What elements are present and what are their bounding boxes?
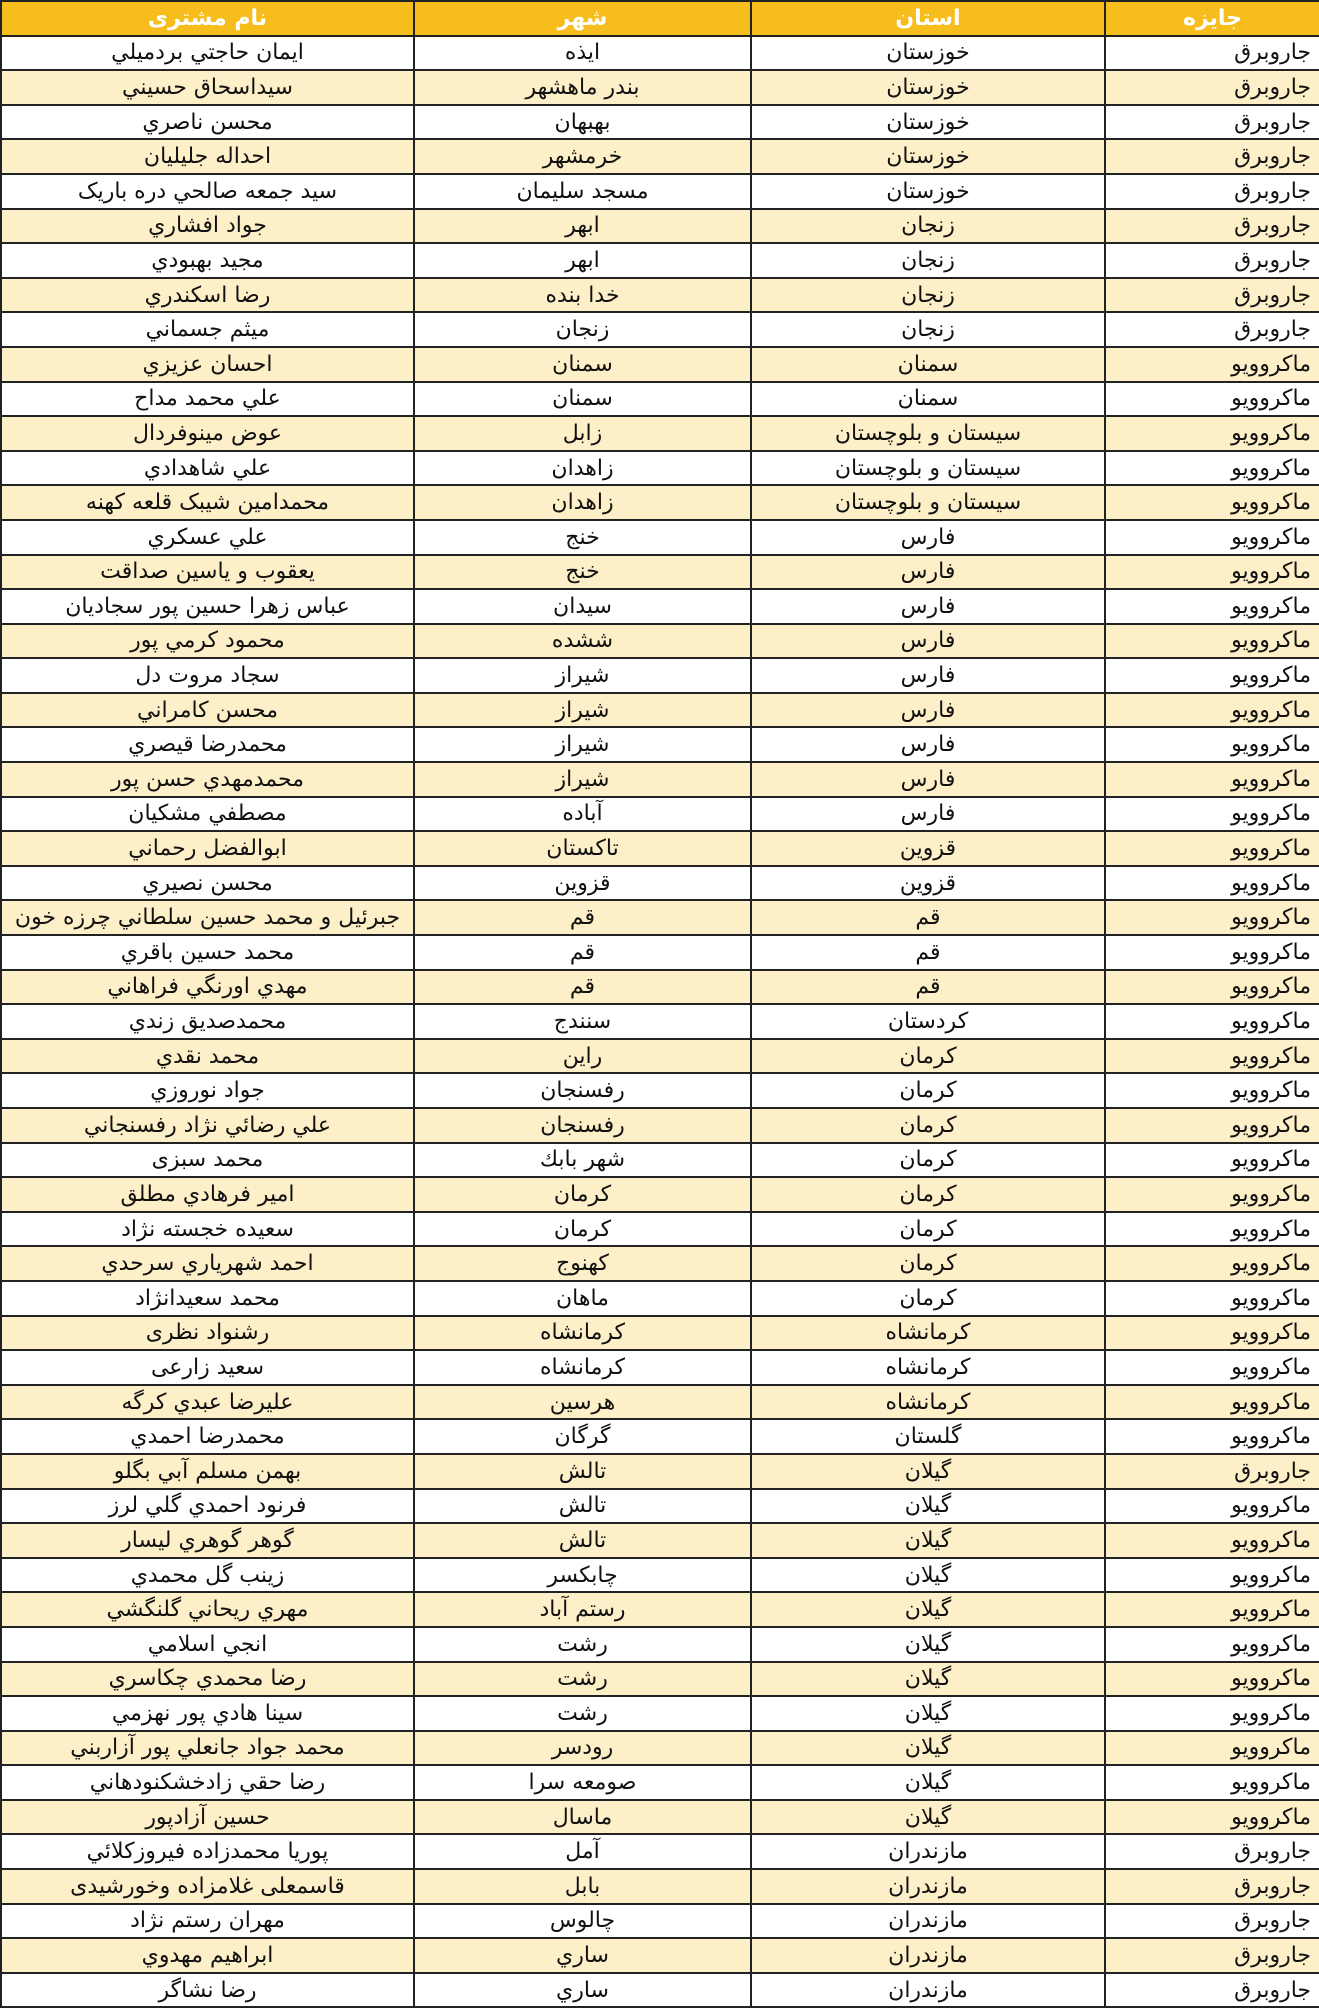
cell-city: شيراز [414, 658, 751, 693]
cell-customer: علي عسكري [1, 520, 414, 555]
cell-customer: امير فرهادي مطلق [1, 1177, 414, 1212]
cell-city: بابل [414, 1869, 751, 1904]
cell-prize: ماکروویو [1105, 1419, 1319, 1454]
cell-customer: محسن ناصري [1, 105, 414, 140]
cell-city: خنج [414, 555, 751, 590]
cell-customer: جواد افشاري [1, 209, 414, 244]
cell-province: كرمانشاه [751, 1385, 1105, 1420]
cell-city: زابل [414, 416, 751, 451]
cell-city: زاهدان [414, 451, 751, 486]
cell-city: آمل [414, 1834, 751, 1869]
cell-province: كرمان [751, 1281, 1105, 1316]
cell-prize: ماکروویو [1105, 831, 1319, 866]
table-row [1, 1350, 1319, 1385]
cell-customer: مهدي اورنگي فراهاني [1, 970, 414, 1005]
cell-city: كرمانشاه [414, 1316, 751, 1351]
table-row [1, 1385, 1319, 1420]
cell-city: خدا بنده [414, 278, 751, 313]
cell-customer: ابوالفضل رحماني [1, 831, 414, 866]
cell-city: شيراز [414, 693, 751, 728]
cell-prize: جاروبرق [1105, 174, 1319, 209]
cell-customer: يعقوب و ياسين صداقت [1, 555, 414, 590]
table-row [1, 139, 1319, 174]
cell-customer: سعيد زارعی [1, 1350, 414, 1385]
cell-province: قزوين [751, 866, 1105, 901]
cell-prize: ماکروویو [1105, 970, 1319, 1005]
cell-province: خوزستان [751, 105, 1105, 140]
cell-customer: رضا نشاگر [1, 1973, 414, 2008]
cell-prize: ماکروویو [1105, 1073, 1319, 1108]
cell-city: كهنوج [414, 1246, 751, 1281]
table-row [1, 831, 1319, 866]
table-row [1, 693, 1319, 728]
cell-prize: ماکروویو [1105, 1558, 1319, 1593]
cell-province: مازندران [751, 1938, 1105, 1973]
cell-prize: ماکروویو [1105, 658, 1319, 693]
table-row [1, 243, 1319, 278]
cell-province: سمنان [751, 347, 1105, 382]
cell-prize: ماکروویو [1105, 485, 1319, 520]
cell-province: مازندران [751, 1904, 1105, 1939]
cell-prize: جاروبرق [1105, 139, 1319, 174]
cell-prize: ماکروویو [1105, 347, 1319, 382]
table-row [1, 900, 1319, 935]
cell-province: كرمان [751, 1246, 1105, 1281]
table-row [1, 1869, 1319, 1904]
cell-customer: احداله جليليان [1, 139, 414, 174]
cell-prize: ماکروویو [1105, 762, 1319, 797]
cell-city: رستم آباد [414, 1592, 751, 1627]
cell-province: فارس [751, 520, 1105, 555]
cell-province: كردستان [751, 1004, 1105, 1039]
cell-customer: جبرئيل و محمد حسين سلطاني چرزه خون [1, 900, 414, 935]
table-row [1, 555, 1319, 590]
cell-prize: ماکروویو [1105, 1143, 1319, 1178]
cell-province: گيلان [751, 1523, 1105, 1558]
cell-city: گرگان [414, 1419, 751, 1454]
cell-prize: ماکروویو [1105, 555, 1319, 590]
cell-prize: ماکروویو [1105, 1108, 1319, 1143]
cell-customer: بهمن مسلم آبي بگلو [1, 1454, 414, 1489]
cell-prize: ماکروویو [1105, 935, 1319, 970]
cell-city: هرسين [414, 1385, 751, 1420]
cell-province: كرمان [751, 1039, 1105, 1074]
table-row [1, 1419, 1319, 1454]
table-row [1, 312, 1319, 347]
table-row [1, 1281, 1319, 1316]
cell-province: قم [751, 935, 1105, 970]
cell-customer: رضا اسكندري [1, 278, 414, 313]
cell-province: قم [751, 970, 1105, 1005]
table-row [1, 1834, 1319, 1869]
table-row [1, 1523, 1319, 1558]
cell-province: گيلان [751, 1800, 1105, 1835]
cell-province: فارس [751, 555, 1105, 590]
table-row [1, 1662, 1319, 1697]
cell-province: زنجان [751, 209, 1105, 244]
cell-city: زاهدان [414, 485, 751, 520]
cell-customer: ايمان حاجتي بردميلي [1, 36, 414, 71]
cell-province: كرمانشاه [751, 1316, 1105, 1351]
cell-customer: گوهر گوهري ليسار [1, 1523, 414, 1558]
cell-province: سيستان و بلوچستان [751, 485, 1105, 520]
cell-city: تالش [414, 1489, 751, 1524]
table-body [1, 36, 1319, 2008]
cell-province: گيلان [751, 1627, 1105, 1662]
cell-prize: جاروبرق [1105, 1869, 1319, 1904]
cell-province: سيستان و بلوچستان [751, 451, 1105, 486]
table-row [1, 1212, 1319, 1247]
cell-customer: مهري ريحاني گلنگشي [1, 1592, 414, 1627]
cell-city: ماهان [414, 1281, 751, 1316]
table-row [1, 1765, 1319, 1800]
cell-customer: محمدرضا قيصري [1, 727, 414, 762]
cell-prize: جاروبرق [1105, 70, 1319, 105]
table-row [1, 347, 1319, 382]
cell-city: كرمان [414, 1177, 751, 1212]
cell-prize: ماکروویو [1105, 1696, 1319, 1731]
table-row [1, 1558, 1319, 1593]
header-row [1, 1, 1319, 36]
table-row [1, 762, 1319, 797]
cell-province: كرمان [751, 1073, 1105, 1108]
cell-prize: ماکروویو [1105, 1523, 1319, 1558]
cell-prize: ماکروویو [1105, 1662, 1319, 1697]
cell-city: قم [414, 970, 751, 1005]
cell-prize: ماکروویو [1105, 1004, 1319, 1039]
cell-city: تالش [414, 1454, 751, 1489]
cell-customer: محمد سعيدانژاد [1, 1281, 414, 1316]
cell-city: كرمانشاه [414, 1350, 751, 1385]
cell-customer: رشنواد نظری [1, 1316, 414, 1351]
cell-prize: ماکروویو [1105, 1281, 1319, 1316]
table-row [1, 1316, 1319, 1351]
cell-province: گيلان [751, 1489, 1105, 1524]
cell-city: رودسر [414, 1731, 751, 1766]
cell-customer: ميثم جسماني [1, 312, 414, 347]
cell-city: سيدان [414, 589, 751, 624]
cell-prize: جاروبرق [1105, 209, 1319, 244]
cell-city: ابهر [414, 243, 751, 278]
table-row [1, 970, 1319, 1005]
cell-customer: پوريا محمدزاده فيروزکلائي [1, 1834, 414, 1869]
cell-city: چالوس [414, 1904, 751, 1939]
cell-province: گلستان [751, 1419, 1105, 1454]
cell-city: شهر بابك [414, 1143, 751, 1178]
cell-province: فارس [751, 624, 1105, 659]
cell-city: ايذه [414, 36, 751, 71]
cell-city: شيراز [414, 727, 751, 762]
cell-customer: قاسمعلی غلامزاده وخورشیدی [1, 1869, 414, 1904]
cell-prize: جاروبرق [1105, 1454, 1319, 1489]
cell-prize: جاروبرق [1105, 1938, 1319, 1973]
cell-customer: مجيد بهبودي [1, 243, 414, 278]
table-row [1, 1973, 1319, 2008]
cell-city: قم [414, 900, 751, 935]
table-row [1, 1938, 1319, 1973]
cell-prize: ماکروویو [1105, 1765, 1319, 1800]
cell-province: كرمان [751, 1108, 1105, 1143]
cell-customer: احسان عزيزي [1, 347, 414, 382]
table-row [1, 658, 1319, 693]
cell-province: خوزستان [751, 139, 1105, 174]
cell-city: چابكسر [414, 1558, 751, 1593]
cell-prize: جاروبرق [1105, 105, 1319, 140]
cell-prize: جاروبرق [1105, 278, 1319, 313]
cell-province: قم [751, 900, 1105, 935]
cell-prize: ماکروویو [1105, 1212, 1319, 1247]
cell-customer: محمد جواد جانعلي پور آزاربني [1, 1731, 414, 1766]
cell-province: گيلان [751, 1662, 1105, 1697]
cell-province: قزوين [751, 831, 1105, 866]
cell-customer: زينب گل محمدي [1, 1558, 414, 1593]
cell-customer: سيداسحاق حسيني [1, 70, 414, 105]
cell-city: سمنان [414, 347, 751, 382]
cell-customer: محمد نقدي [1, 1039, 414, 1074]
table-row [1, 935, 1319, 970]
table-row [1, 485, 1319, 520]
cell-customer: علي شاهدادي [1, 451, 414, 486]
cell-customer: مصطفي مشكيان [1, 797, 414, 832]
cell-prize: ماکروویو [1105, 797, 1319, 832]
cell-customer: جواد نوروزي [1, 1073, 414, 1108]
cell-prize: ماکروویو [1105, 1246, 1319, 1281]
table-row [1, 1108, 1319, 1143]
cell-customer: حسين آزادپور [1, 1800, 414, 1835]
cell-prize: ماکروویو [1105, 866, 1319, 901]
header-customer: نام مشتری [1, 1, 414, 36]
cell-prize: ماکروویو [1105, 1316, 1319, 1351]
cell-customer: محسن نصيري [1, 866, 414, 901]
cell-prize: ماکروویو [1105, 693, 1319, 728]
cell-customer: محمود کرمي پور [1, 624, 414, 659]
cell-city: ماسال [414, 1800, 751, 1835]
cell-province: مازندران [751, 1973, 1105, 2008]
table-row [1, 451, 1319, 486]
table-row [1, 727, 1319, 762]
cell-customer: علي محمد مداح [1, 382, 414, 417]
cell-city: تالش [414, 1523, 751, 1558]
cell-prize: ماکروویو [1105, 1731, 1319, 1766]
cell-city: رشت [414, 1627, 751, 1662]
cell-province: گيلان [751, 1731, 1105, 1766]
cell-city: سنندج [414, 1004, 751, 1039]
cell-prize: ماکروویو [1105, 520, 1319, 555]
cell-customer: محمدرضا احمدي [1, 1419, 414, 1454]
cell-customer: مهران رستم نژاد [1, 1904, 414, 1939]
cell-province: فارس [751, 797, 1105, 832]
cell-province: سمنان [751, 382, 1105, 417]
cell-customer: علي رضائي نژاد رفسنجاني [1, 1108, 414, 1143]
header-province: استان [751, 1, 1105, 36]
cell-customer: احمد شهرياري سرحدي [1, 1246, 414, 1281]
cell-prize: ماکروویو [1105, 451, 1319, 486]
cell-province: خوزستان [751, 70, 1105, 105]
cell-customer: سينا هادي پور نهزمي [1, 1696, 414, 1731]
cell-city: قم [414, 935, 751, 970]
cell-province: كرمانشاه [751, 1350, 1105, 1385]
cell-customer: محمد سبزی [1, 1143, 414, 1178]
cell-city: سمنان [414, 382, 751, 417]
cell-city: راين [414, 1039, 751, 1074]
cell-customer: سجاد مروت دل [1, 658, 414, 693]
cell-province: گيلان [751, 1558, 1105, 1593]
cell-customer: محمدصديق زندي [1, 1004, 414, 1039]
cell-customer: محمدامين شيبک قلعه کهنه [1, 485, 414, 520]
cell-city: ساري [414, 1938, 751, 1973]
cell-province: كرمان [751, 1143, 1105, 1178]
cell-prize: ماکروویو [1105, 900, 1319, 935]
cell-city: صومعه سرا [414, 1765, 751, 1800]
cell-customer: ابراهيم مهدوي [1, 1938, 414, 1973]
cell-city: رشت [414, 1696, 751, 1731]
cell-city: آباده [414, 797, 751, 832]
cell-city: ابهر [414, 209, 751, 244]
cell-province: زنجان [751, 312, 1105, 347]
cell-province: سيستان و بلوچستان [751, 416, 1105, 451]
cell-city: ششده [414, 624, 751, 659]
table-row [1, 174, 1319, 209]
table-row [1, 1004, 1319, 1039]
cell-prize: جاروبرق [1105, 1904, 1319, 1939]
table-row [1, 520, 1319, 555]
table-row [1, 1073, 1319, 1108]
table-row [1, 105, 1319, 140]
cell-province: مازندران [751, 1834, 1105, 1869]
cell-customer: عباس زهرا حسين پور سجاديان [1, 589, 414, 624]
cell-city: كرمان [414, 1212, 751, 1247]
table-row [1, 36, 1319, 71]
cell-customer: محمد حسين باقري [1, 935, 414, 970]
cell-province: گيلان [751, 1765, 1105, 1800]
cell-city: قزوين [414, 866, 751, 901]
table-row [1, 1039, 1319, 1074]
table-row [1, 1904, 1319, 1939]
cell-customer: رضا حقي زادخشكنودهاني [1, 1765, 414, 1800]
cell-province: خوزستان [751, 174, 1105, 209]
cell-province: فارس [751, 762, 1105, 797]
cell-city: بندر ماهشهر [414, 70, 751, 105]
table-row [1, 1627, 1319, 1662]
cell-province: مازندران [751, 1869, 1105, 1904]
cell-customer: سيد جمعه صالحي دره باريک [1, 174, 414, 209]
table-row [1, 797, 1319, 832]
cell-city: تاكستان [414, 831, 751, 866]
cell-province: كرمان [751, 1177, 1105, 1212]
cell-prize: ماکروویو [1105, 1592, 1319, 1627]
table-row [1, 382, 1319, 417]
cell-customer: عوض مينوفردال [1, 416, 414, 451]
cell-province: گيلان [751, 1592, 1105, 1627]
cell-prize: ماکروویو [1105, 416, 1319, 451]
cell-city: زنجان [414, 312, 751, 347]
cell-city: شيراز [414, 762, 751, 797]
table-row [1, 209, 1319, 244]
cell-city: خرمشهر [414, 139, 751, 174]
cell-customer: انجي اسلامي [1, 1627, 414, 1662]
table-row [1, 1177, 1319, 1212]
cell-province: فارس [751, 727, 1105, 762]
table-row [1, 416, 1319, 451]
cell-prize: ماکروویو [1105, 1627, 1319, 1662]
cell-city: رفسنجان [414, 1073, 751, 1108]
cell-city: مسجد سليمان [414, 174, 751, 209]
header-prize: جایزه [1105, 1, 1319, 36]
cell-province: گيلان [751, 1696, 1105, 1731]
cell-city: رشت [414, 1662, 751, 1697]
cell-province: كرمان [751, 1212, 1105, 1247]
table-row [1, 70, 1319, 105]
cell-city: بهبهان [414, 105, 751, 140]
table-row [1, 624, 1319, 659]
cell-prize: جاروبرق [1105, 243, 1319, 278]
table-row [1, 1143, 1319, 1178]
table-row [1, 1731, 1319, 1766]
table-row [1, 866, 1319, 901]
cell-customer: فرنود احمدي گلي لرز [1, 1489, 414, 1524]
cell-customer: سعيده خجسته نژاد [1, 1212, 414, 1247]
cell-customer: محسن كامراني [1, 693, 414, 728]
cell-prize: جاروبرق [1105, 36, 1319, 71]
table-row [1, 1800, 1319, 1835]
header-city: شهر [414, 1, 751, 36]
table-row [1, 1592, 1319, 1627]
cell-prize: ماکروویو [1105, 1039, 1319, 1074]
cell-prize: ماکروویو [1105, 1489, 1319, 1524]
cell-prize: ماکروویو [1105, 624, 1319, 659]
cell-province: زنجان [751, 243, 1105, 278]
table-row [1, 1246, 1319, 1281]
table-row [1, 1489, 1319, 1524]
table-row [1, 1454, 1319, 1489]
table-row [1, 589, 1319, 624]
cell-prize: جاروبرق [1105, 312, 1319, 347]
cell-customer: عليرضا عبدي کرگه [1, 1385, 414, 1420]
cell-prize: ماکروویو [1105, 382, 1319, 417]
cell-prize: ماکروویو [1105, 1800, 1319, 1835]
cell-city: ساري [414, 1973, 751, 2008]
cell-province: خوزستان [751, 36, 1105, 71]
cell-prize: ماکروویو [1105, 1350, 1319, 1385]
cell-province: فارس [751, 589, 1105, 624]
cell-prize: جاروبرق [1105, 1973, 1319, 2008]
cell-city: رفسنجان [414, 1108, 751, 1143]
cell-prize: ماکروویو [1105, 1385, 1319, 1420]
cell-province: فارس [751, 658, 1105, 693]
cell-province: زنجان [751, 278, 1105, 313]
cell-customer: محمدمهدي حسن پور [1, 762, 414, 797]
cell-prize: جاروبرق [1105, 1834, 1319, 1869]
table-row [1, 1696, 1319, 1731]
table-header [1, 1, 1319, 36]
cell-province: فارس [751, 693, 1105, 728]
cell-province: گيلان [751, 1454, 1105, 1489]
cell-prize: ماکروویو [1105, 589, 1319, 624]
table-row [1, 278, 1319, 313]
cell-prize: ماکروویو [1105, 1177, 1319, 1212]
cell-prize: ماکروویو [1105, 727, 1319, 762]
cell-city: خنج [414, 520, 751, 555]
cell-customer: رضا محمدي چكاسري [1, 1662, 414, 1697]
